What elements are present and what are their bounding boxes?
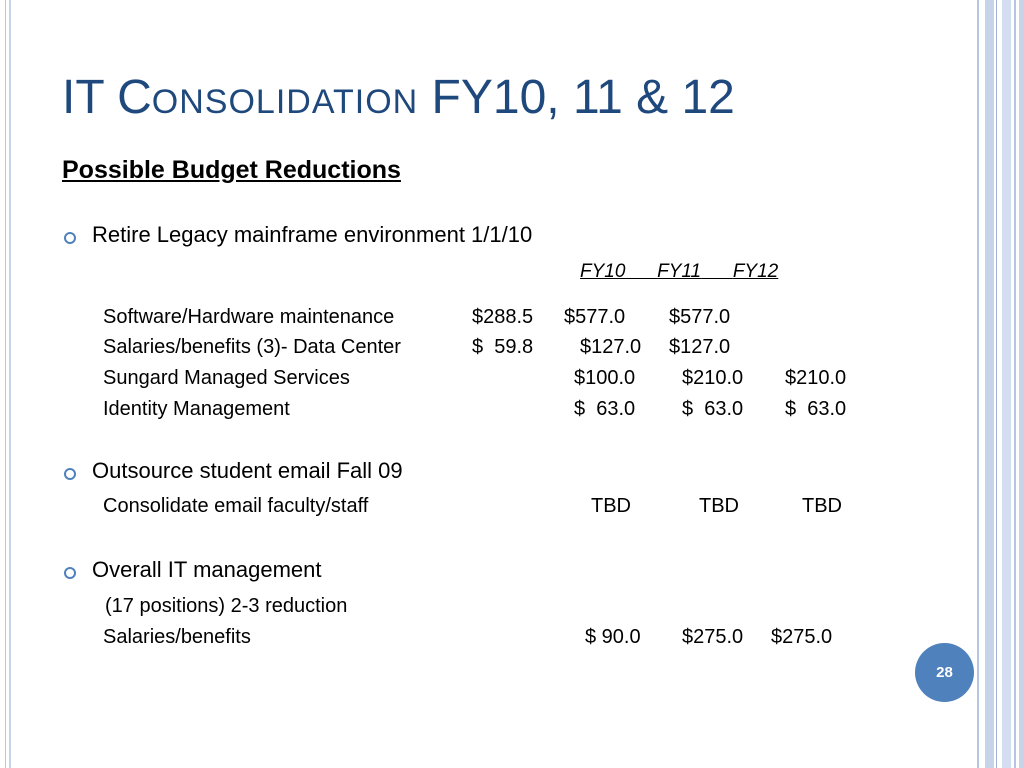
frame-line [1014,0,1016,768]
bullet-email: Outsource student email Fall 09 [92,458,403,483]
title-suffix: FY10, 11 & 12 [418,71,735,124]
frame-line [5,0,6,768]
row-label: Consolidate email faculty/staff [103,495,369,517]
slide-subtitle: Possible Budget Reductions [62,156,401,184]
row-fy10: $100.0 [574,367,636,389]
bullet-management: Overall IT management [92,557,322,582]
row-fy12: $275.0 [771,626,833,648]
year-label: FY10 [580,261,626,282]
frame-line [9,0,11,768]
bullet-circle-icon [64,567,76,579]
frame-line [985,0,994,768]
row-fy12: $210.0 [785,367,847,389]
row-fy11: $275.0 [682,626,744,648]
frame-line [977,0,979,768]
row-fy12: $127.0 [669,336,731,358]
row-fy11: TBD [699,495,739,517]
bullet-circle-icon [64,232,76,244]
row-fy12: $ 63.0 [785,398,847,420]
row-fy11: $ 63.0 [682,398,744,420]
row-fy11: $210.0 [682,367,744,389]
row-label: Salaries/benefits (3)- Data Center [103,336,401,358]
row-fy12: TBD [802,495,842,517]
row-label: Salaries/benefits [103,626,251,648]
row-fy10: $ 63.0 [574,398,636,420]
row-fy10: $ 59.8 [472,336,534,358]
year-header [580,261,778,283]
row-fy12: $577.0 [669,306,731,328]
frame-line [996,0,997,768]
year-label: FY12 [732,261,779,282]
frame-line [1019,0,1024,768]
row-fy10: $288.5 [472,306,534,328]
title-prefix: IT C [62,71,152,124]
row-label: Sungard Managed Services [103,367,350,389]
row-fy11: $127.0 [580,336,642,358]
page-number-badge: 28 [915,643,974,702]
row-fy10: TBD [591,495,631,517]
row-fy10: $ 90.0 [585,626,641,648]
management-subline: (17 positions) 2-3 reduction [105,595,348,617]
bullet-circle-icon [64,468,76,480]
row-label: Software/Hardware maintenance [103,306,395,328]
slide-title [62,70,735,126]
title-smallcaps: onsolidation [151,71,419,124]
bullet-legacy: Retire Legacy mainframe environment 1/1/10 [92,222,533,247]
row-label: Identity Management [103,398,290,420]
frame-line [1002,0,1011,768]
row-fy11: $577.0 [564,306,626,328]
year-label: FY11 [657,261,702,282]
